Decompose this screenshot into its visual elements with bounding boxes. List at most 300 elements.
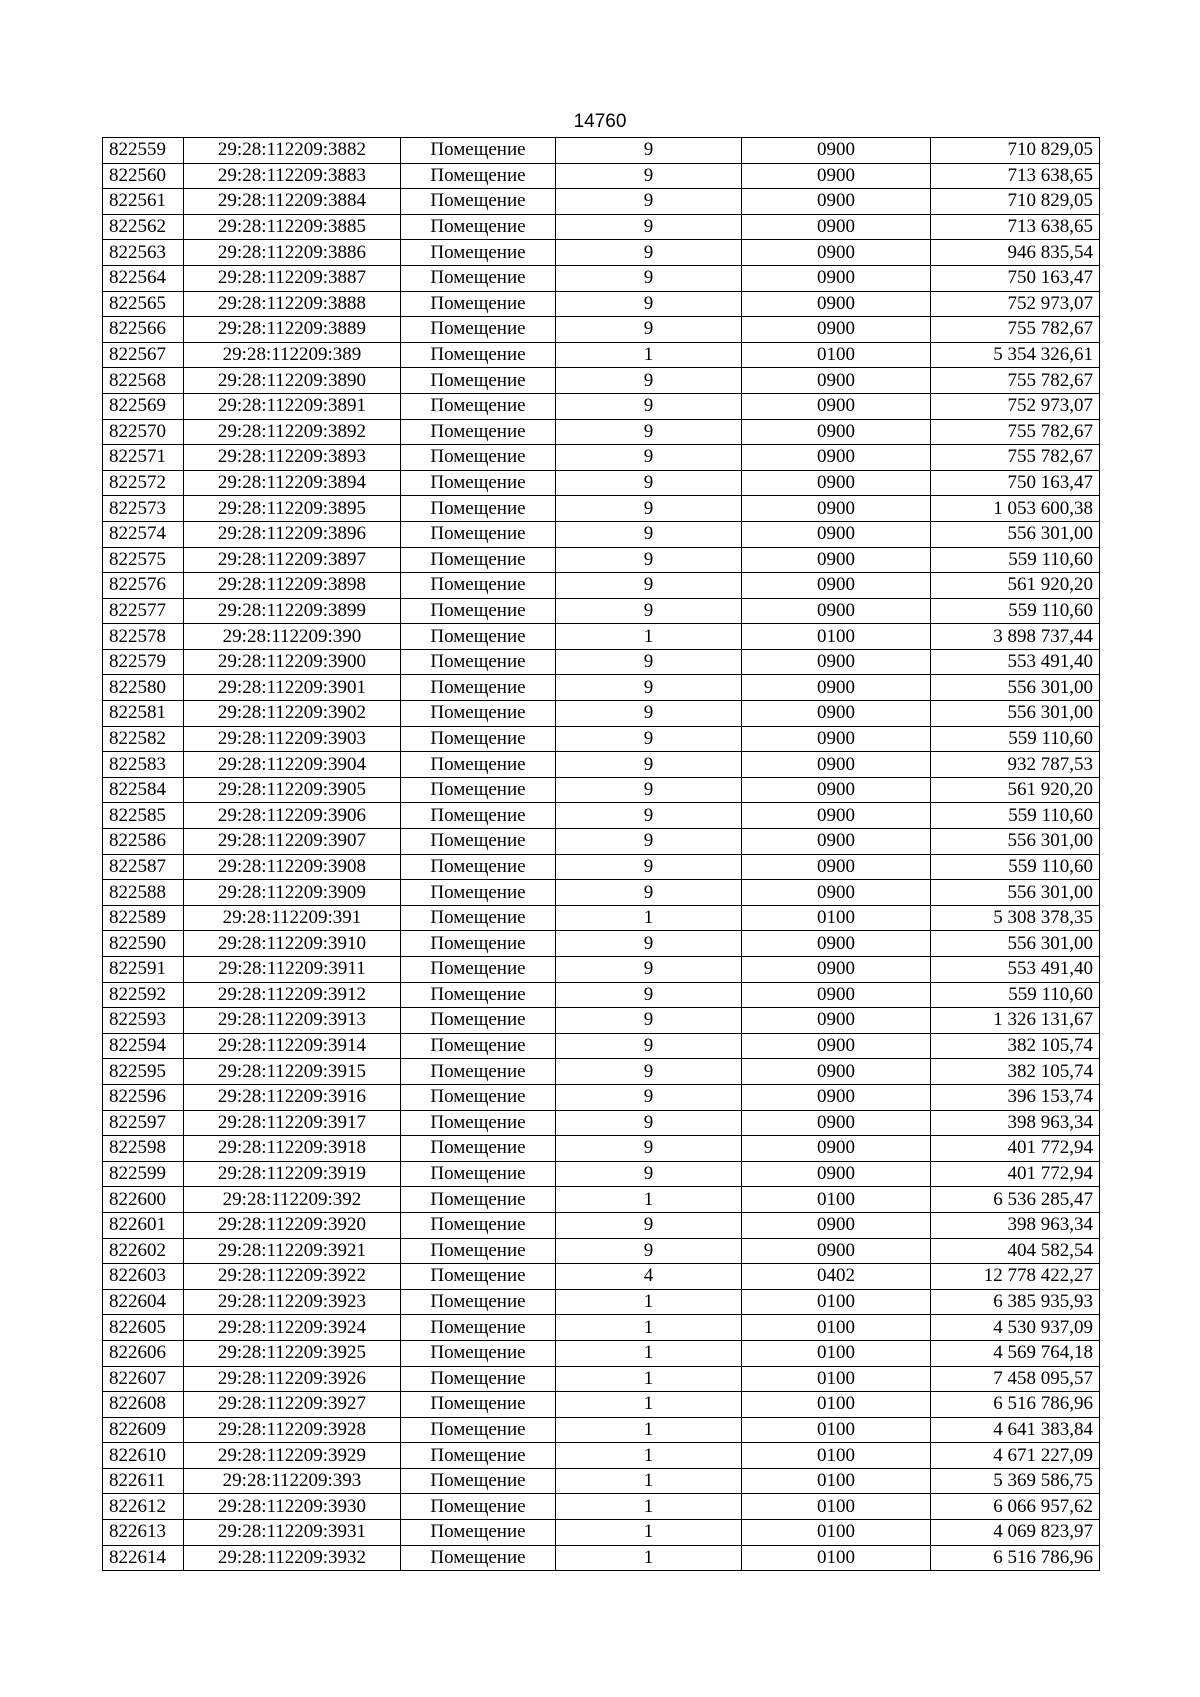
table-row xyxy=(103,905,1100,931)
group-cell: 9 xyxy=(556,1136,742,1162)
group-cell: 9 xyxy=(556,957,742,983)
group-cell: 9 xyxy=(556,803,742,829)
object-type-cell: Помещение xyxy=(401,598,556,624)
row-number-cell: 822595 xyxy=(103,1059,184,1085)
row-number-cell: 822562 xyxy=(103,214,184,240)
cadastral-value-cell: 5 369 586,75 xyxy=(931,1468,1100,1494)
cadastral-value-cell: 4 671 227,09 xyxy=(931,1443,1100,1469)
code-cell: 0900 xyxy=(742,1161,931,1187)
group-cell: 9 xyxy=(556,649,742,675)
row-number-cell: 822569 xyxy=(103,393,184,419)
cadastral-number-cell: 29:28:112209:3885 xyxy=(184,214,401,240)
cadastral-number-cell: 29:28:112209:3911 xyxy=(184,957,401,983)
object-type-cell: Помещение xyxy=(401,368,556,394)
table-row xyxy=(103,752,1100,778)
object-type-cell: Помещение xyxy=(401,675,556,701)
object-type-cell: Помещение xyxy=(401,1059,556,1085)
group-cell: 9 xyxy=(556,265,742,291)
table-row xyxy=(103,1417,1100,1443)
row-number-cell: 822578 xyxy=(103,624,184,650)
cadastral-number-cell: 29:28:112209:3926 xyxy=(184,1366,401,1392)
cadastral-number-cell: 29:28:112209:3909 xyxy=(184,880,401,906)
row-number-cell: 822589 xyxy=(103,905,184,931)
table-row xyxy=(103,1289,1100,1315)
cadastral-value-cell: 6 516 786,96 xyxy=(931,1545,1100,1571)
cadastral-number-cell: 29:28:112209:3906 xyxy=(184,803,401,829)
code-cell: 0100 xyxy=(742,1494,931,1520)
code-cell: 0900 xyxy=(742,726,931,752)
group-cell: 1 xyxy=(556,1545,742,1571)
table-row xyxy=(103,803,1100,829)
row-number-cell: 822597 xyxy=(103,1110,184,1136)
row-number-cell: 822588 xyxy=(103,880,184,906)
row-number-cell: 822613 xyxy=(103,1520,184,1546)
group-cell: 9 xyxy=(556,1084,742,1110)
table-row xyxy=(103,496,1100,522)
code-cell: 0900 xyxy=(742,649,931,675)
cadastral-number-cell: 29:28:112209:3916 xyxy=(184,1084,401,1110)
code-cell: 0900 xyxy=(742,854,931,880)
object-type-cell: Помещение xyxy=(401,1212,556,1238)
code-cell: 0100 xyxy=(742,1392,931,1418)
cadastral-number-cell: 29:28:112209:3883 xyxy=(184,163,401,189)
cadastral-number-cell: 29:28:112209:391 xyxy=(184,905,401,931)
object-type-cell: Помещение xyxy=(401,905,556,931)
cadastral-value-cell: 561 920,20 xyxy=(931,777,1100,803)
group-cell: 9 xyxy=(556,1008,742,1034)
group-cell: 9 xyxy=(556,880,742,906)
group-cell: 9 xyxy=(556,1161,742,1187)
table-row xyxy=(103,854,1100,880)
row-number-cell: 822587 xyxy=(103,854,184,880)
cadastral-number-cell: 29:28:112209:3931 xyxy=(184,1520,401,1546)
cadastral-number-cell: 29:28:112209:3929 xyxy=(184,1443,401,1469)
object-type-cell: Помещение xyxy=(401,957,556,983)
table-row xyxy=(103,675,1100,701)
cadastral-number-cell: 29:28:112209:3915 xyxy=(184,1059,401,1085)
cadastral-value-cell: 755 782,67 xyxy=(931,368,1100,394)
row-number-cell: 822605 xyxy=(103,1315,184,1341)
code-cell: 0100 xyxy=(742,624,931,650)
table-row xyxy=(103,1008,1100,1034)
object-type-cell: Помещение xyxy=(401,624,556,650)
row-number-cell: 822602 xyxy=(103,1238,184,1264)
table-row xyxy=(103,1494,1100,1520)
code-cell: 0900 xyxy=(742,829,931,855)
cadastral-number-cell: 29:28:112209:3899 xyxy=(184,598,401,624)
row-number-cell: 822568 xyxy=(103,368,184,394)
row-number-cell: 822590 xyxy=(103,931,184,957)
cadastral-number-cell: 29:28:112209:3924 xyxy=(184,1315,401,1341)
object-type-cell: Помещение xyxy=(401,803,556,829)
table-row xyxy=(103,624,1100,650)
cadastral-number-cell: 29:28:112209:3908 xyxy=(184,854,401,880)
code-cell: 0900 xyxy=(742,189,931,215)
table-row xyxy=(103,291,1100,317)
group-cell: 9 xyxy=(556,317,742,343)
row-number-cell: 822564 xyxy=(103,265,184,291)
table-row xyxy=(103,342,1100,368)
cadastral-value-cell: 3 898 737,44 xyxy=(931,624,1100,650)
cadastral-value-cell: 755 782,67 xyxy=(931,317,1100,343)
row-number-cell: 822609 xyxy=(103,1417,184,1443)
cadastral-value-cell: 559 110,60 xyxy=(931,982,1100,1008)
cadastral-number-cell: 29:28:112209:3923 xyxy=(184,1289,401,1315)
object-type-cell: Помещение xyxy=(401,547,556,573)
group-cell: 9 xyxy=(556,240,742,266)
cadastral-number-cell: 29:28:112209:3930 xyxy=(184,1494,401,1520)
group-cell: 1 xyxy=(556,1315,742,1341)
code-cell: 0900 xyxy=(742,1033,931,1059)
row-number-cell: 822592 xyxy=(103,982,184,1008)
row-number-cell: 822585 xyxy=(103,803,184,829)
cadastral-number-cell: 29:28:112209:3910 xyxy=(184,931,401,957)
cadastral-number-cell: 29:28:112209:3882 xyxy=(184,138,401,164)
table-row xyxy=(103,1059,1100,1085)
code-cell: 0900 xyxy=(742,547,931,573)
code-cell: 0900 xyxy=(742,931,931,957)
object-type-cell: Помещение xyxy=(401,265,556,291)
group-cell: 9 xyxy=(556,291,742,317)
table-row xyxy=(103,547,1100,573)
group-cell: 1 xyxy=(556,1417,742,1443)
cadastral-number-cell: 29:28:112209:3890 xyxy=(184,368,401,394)
cadastral-value-cell: 7 458 095,57 xyxy=(931,1366,1100,1392)
cadastral-value-cell: 713 638,65 xyxy=(931,214,1100,240)
row-number-cell: 822601 xyxy=(103,1212,184,1238)
table-row xyxy=(103,1238,1100,1264)
group-cell: 9 xyxy=(556,1110,742,1136)
cadastral-number-cell: 29:28:112209:3920 xyxy=(184,1212,401,1238)
object-type-cell: Помещение xyxy=(401,854,556,880)
code-cell: 0900 xyxy=(742,265,931,291)
code-cell: 0900 xyxy=(742,1110,931,1136)
table-row xyxy=(103,957,1100,983)
object-type-cell: Помещение xyxy=(401,138,556,164)
code-cell: 0900 xyxy=(742,675,931,701)
object-type-cell: Помещение xyxy=(401,1033,556,1059)
object-type-cell: Помещение xyxy=(401,1289,556,1315)
cadastral-value-cell: 5 308 378,35 xyxy=(931,905,1100,931)
row-number-cell: 822580 xyxy=(103,675,184,701)
row-number-cell: 822586 xyxy=(103,829,184,855)
code-cell: 0900 xyxy=(742,138,931,164)
table-row xyxy=(103,1136,1100,1162)
table-row xyxy=(103,777,1100,803)
cadastral-value-cell: 752 973,07 xyxy=(931,291,1100,317)
table-row xyxy=(103,138,1100,164)
table-row xyxy=(103,214,1100,240)
cadastral-value-cell: 561 920,20 xyxy=(931,573,1100,599)
table-row xyxy=(103,1340,1100,1366)
code-cell: 0900 xyxy=(742,1008,931,1034)
cadastral-value-cell: 750 163,47 xyxy=(931,470,1100,496)
code-cell: 0402 xyxy=(742,1264,931,1290)
object-type-cell: Помещение xyxy=(401,214,556,240)
row-number-cell: 822607 xyxy=(103,1366,184,1392)
cadastral-value-cell: 4 569 764,18 xyxy=(931,1340,1100,1366)
object-type-cell: Помещение xyxy=(401,982,556,1008)
object-type-cell: Помещение xyxy=(401,931,556,957)
code-cell: 0100 xyxy=(742,1520,931,1546)
row-number-cell: 822598 xyxy=(103,1136,184,1162)
row-number-cell: 822561 xyxy=(103,189,184,215)
group-cell: 9 xyxy=(556,598,742,624)
object-type-cell: Помещение xyxy=(401,1494,556,1520)
row-number-cell: 822584 xyxy=(103,777,184,803)
cadastral-value-cell: 559 110,60 xyxy=(931,803,1100,829)
row-number-cell: 822600 xyxy=(103,1187,184,1213)
row-number-cell: 822614 xyxy=(103,1545,184,1571)
group-cell: 9 xyxy=(556,982,742,1008)
row-number-cell: 822573 xyxy=(103,496,184,522)
code-cell: 0900 xyxy=(742,1059,931,1085)
cadastral-value-cell: 398 963,34 xyxy=(931,1110,1100,1136)
code-cell: 0900 xyxy=(742,1212,931,1238)
cadastral-number-cell: 29:28:112209:3932 xyxy=(184,1545,401,1571)
object-type-cell: Помещение xyxy=(401,1545,556,1571)
object-type-cell: Помещение xyxy=(401,701,556,727)
object-type-cell: Помещение xyxy=(401,1110,556,1136)
group-cell: 1 xyxy=(556,1443,742,1469)
code-cell: 0900 xyxy=(742,598,931,624)
row-number-cell: 822610 xyxy=(103,1443,184,1469)
group-cell: 9 xyxy=(556,214,742,240)
cadastral-value-cell: 559 110,60 xyxy=(931,547,1100,573)
group-cell: 9 xyxy=(556,163,742,189)
cadastral-value-cell: 932 787,53 xyxy=(931,752,1100,778)
table-row xyxy=(103,1468,1100,1494)
table-row xyxy=(103,573,1100,599)
row-number-cell: 822570 xyxy=(103,419,184,445)
table-row xyxy=(103,1110,1100,1136)
object-type-cell: Помещение xyxy=(401,189,556,215)
group-cell: 9 xyxy=(556,189,742,215)
cadastral-value-cell: 4 641 383,84 xyxy=(931,1417,1100,1443)
group-cell: 9 xyxy=(556,1033,742,1059)
group-cell: 9 xyxy=(556,470,742,496)
code-cell: 0900 xyxy=(742,445,931,471)
cadastral-number-cell: 29:28:112209:3905 xyxy=(184,777,401,803)
table-row xyxy=(103,470,1100,496)
cadastral-value-cell: 710 829,05 xyxy=(931,138,1100,164)
object-type-cell: Помещение xyxy=(401,1136,556,1162)
row-number-cell: 822579 xyxy=(103,649,184,675)
cadastral-value-cell: 556 301,00 xyxy=(931,880,1100,906)
object-type-cell: Помещение xyxy=(401,1520,556,1546)
code-cell: 0900 xyxy=(742,752,931,778)
group-cell: 1 xyxy=(556,1392,742,1418)
cadastral-number-cell: 29:28:112209:3887 xyxy=(184,265,401,291)
cadastral-value-cell: 556 301,00 xyxy=(931,701,1100,727)
cadastral-number-cell: 29:28:112209:3891 xyxy=(184,393,401,419)
group-cell: 9 xyxy=(556,521,742,547)
cadastral-number-cell: 29:28:112209:3918 xyxy=(184,1136,401,1162)
code-cell: 0100 xyxy=(742,1340,931,1366)
table-row xyxy=(103,1392,1100,1418)
table-row xyxy=(103,163,1100,189)
code-cell: 0900 xyxy=(742,393,931,419)
cadastral-value-cell: 1 326 131,67 xyxy=(931,1008,1100,1034)
group-cell: 1 xyxy=(556,1366,742,1392)
cadastral-number-cell: 29:28:112209:389 xyxy=(184,342,401,368)
cadastral-number-cell: 29:28:112209:3897 xyxy=(184,547,401,573)
cadastral-number-cell: 29:28:112209:3912 xyxy=(184,982,401,1008)
cadastral-value-cell: 946 835,54 xyxy=(931,240,1100,266)
group-cell: 9 xyxy=(556,1212,742,1238)
cadastral-value-cell: 382 105,74 xyxy=(931,1059,1100,1085)
cadastral-value-cell: 1 053 600,38 xyxy=(931,496,1100,522)
group-cell: 9 xyxy=(556,419,742,445)
table-row xyxy=(103,445,1100,471)
group-cell: 9 xyxy=(556,1238,742,1264)
table-row xyxy=(103,265,1100,291)
group-cell: 1 xyxy=(556,1520,742,1546)
table-row xyxy=(103,1545,1100,1571)
cadastral-number-cell: 29:28:112209:3892 xyxy=(184,419,401,445)
code-cell: 0900 xyxy=(742,573,931,599)
cadastral-value-cell: 559 110,60 xyxy=(931,726,1100,752)
table-row xyxy=(103,317,1100,343)
cadastral-number-cell: 29:28:112209:3928 xyxy=(184,1417,401,1443)
cadastral-value-cell: 755 782,67 xyxy=(931,445,1100,471)
cadastral-value-cell: 755 782,67 xyxy=(931,419,1100,445)
code-cell: 0900 xyxy=(742,214,931,240)
cadastral-value-cell: 752 973,07 xyxy=(931,393,1100,419)
cadastral-value-cell: 404 582,54 xyxy=(931,1238,1100,1264)
table-row xyxy=(103,240,1100,266)
code-cell: 0900 xyxy=(742,1084,931,1110)
object-type-cell: Помещение xyxy=(401,1417,556,1443)
cadastral-number-cell: 29:28:112209:3884 xyxy=(184,189,401,215)
cadastral-value-cell: 401 772,94 xyxy=(931,1161,1100,1187)
cadastral-number-cell: 29:28:112209:3917 xyxy=(184,1110,401,1136)
code-cell: 0900 xyxy=(742,701,931,727)
cadastral-value-cell: 559 110,60 xyxy=(931,854,1100,880)
row-number-cell: 822565 xyxy=(103,291,184,317)
group-cell: 1 xyxy=(556,342,742,368)
group-cell: 9 xyxy=(556,829,742,855)
cadastral-value-cell: 556 301,00 xyxy=(931,829,1100,855)
object-type-cell: Помещение xyxy=(401,649,556,675)
cadastral-number-cell: 29:28:112209:3907 xyxy=(184,829,401,855)
group-cell: 1 xyxy=(556,1468,742,1494)
code-cell: 0100 xyxy=(742,342,931,368)
code-cell: 0900 xyxy=(742,317,931,343)
page-number: 14760 xyxy=(573,111,627,132)
table-row xyxy=(103,931,1100,957)
code-cell: 0900 xyxy=(742,419,931,445)
row-number-cell: 822611 xyxy=(103,1468,184,1494)
cadastral-number-cell: 29:28:112209:3903 xyxy=(184,726,401,752)
table-row xyxy=(103,1161,1100,1187)
table-row xyxy=(103,1187,1100,1213)
table-row xyxy=(103,189,1100,215)
cadastral-number-cell: 29:28:112209:392 xyxy=(184,1187,401,1213)
row-number-cell: 822604 xyxy=(103,1289,184,1315)
group-cell: 9 xyxy=(556,393,742,419)
table-row xyxy=(103,1315,1100,1341)
group-cell: 9 xyxy=(556,368,742,394)
row-number-cell: 822608 xyxy=(103,1392,184,1418)
object-type-cell: Помещение xyxy=(401,419,556,445)
group-cell: 9 xyxy=(556,752,742,778)
code-cell: 0900 xyxy=(742,1238,931,1264)
table-row xyxy=(103,368,1100,394)
cadastral-number-cell: 29:28:112209:3919 xyxy=(184,1161,401,1187)
table-row xyxy=(103,1033,1100,1059)
row-number-cell: 822575 xyxy=(103,547,184,573)
code-cell: 0900 xyxy=(742,957,931,983)
group-cell: 1 xyxy=(556,1289,742,1315)
table-row xyxy=(103,726,1100,752)
table-row xyxy=(103,419,1100,445)
cadastral-number-cell: 29:28:112209:390 xyxy=(184,624,401,650)
cadastral-number-cell: 29:28:112209:3927 xyxy=(184,1392,401,1418)
cadastral-value-cell: 553 491,40 xyxy=(931,957,1100,983)
object-type-cell: Помещение xyxy=(401,291,556,317)
group-cell: 9 xyxy=(556,726,742,752)
code-cell: 0900 xyxy=(742,291,931,317)
code-cell: 0900 xyxy=(742,368,931,394)
object-type-cell: Помещение xyxy=(401,573,556,599)
table-row xyxy=(103,598,1100,624)
group-cell: 1 xyxy=(556,1187,742,1213)
cadastral-value-cell: 382 105,74 xyxy=(931,1033,1100,1059)
table-row xyxy=(103,1084,1100,1110)
code-cell: 0900 xyxy=(742,521,931,547)
code-cell: 0100 xyxy=(742,1366,931,1392)
code-cell: 0900 xyxy=(742,803,931,829)
cadastral-number-cell: 29:28:112209:3900 xyxy=(184,649,401,675)
cadastral-value-cell: 6 385 935,93 xyxy=(931,1289,1100,1315)
code-cell: 0900 xyxy=(742,240,931,266)
object-type-cell: Помещение xyxy=(401,829,556,855)
object-type-cell: Помещение xyxy=(401,880,556,906)
group-cell: 9 xyxy=(556,675,742,701)
row-number-cell: 822606 xyxy=(103,1340,184,1366)
cadastral-number-cell: 29:28:112209:3913 xyxy=(184,1008,401,1034)
cadastral-value-cell: 6 536 285,47 xyxy=(931,1187,1100,1213)
object-type-cell: Помещение xyxy=(401,496,556,522)
code-cell: 0100 xyxy=(742,1315,931,1341)
object-type-cell: Помещение xyxy=(401,1238,556,1264)
object-type-cell: Помещение xyxy=(401,1187,556,1213)
row-number-cell: 822576 xyxy=(103,573,184,599)
cadastral-value-cell: 12 778 422,27 xyxy=(931,1264,1100,1290)
object-type-cell: Помещение xyxy=(401,1340,556,1366)
object-type-cell: Помещение xyxy=(401,1008,556,1034)
code-cell: 0900 xyxy=(742,1136,931,1162)
row-number-cell: 822559 xyxy=(103,138,184,164)
cadastral-number-cell: 29:28:112209:3898 xyxy=(184,573,401,599)
object-type-cell: Помещение xyxy=(401,1443,556,1469)
cadastral-number-cell: 29:28:112209:3888 xyxy=(184,291,401,317)
cadastral-number-cell: 29:28:112209:3925 xyxy=(184,1340,401,1366)
row-number-cell: 822591 xyxy=(103,957,184,983)
object-type-cell: Помещение xyxy=(401,1366,556,1392)
table-row xyxy=(103,829,1100,855)
code-cell: 0100 xyxy=(742,1443,931,1469)
row-number-cell: 822577 xyxy=(103,598,184,624)
row-number-cell: 822594 xyxy=(103,1033,184,1059)
object-type-cell: Помещение xyxy=(401,726,556,752)
object-type-cell: Помещение xyxy=(401,521,556,547)
code-cell: 0900 xyxy=(742,982,931,1008)
group-cell: 9 xyxy=(556,496,742,522)
cadastral-value-cell: 401 772,94 xyxy=(931,1136,1100,1162)
table-row xyxy=(103,982,1100,1008)
